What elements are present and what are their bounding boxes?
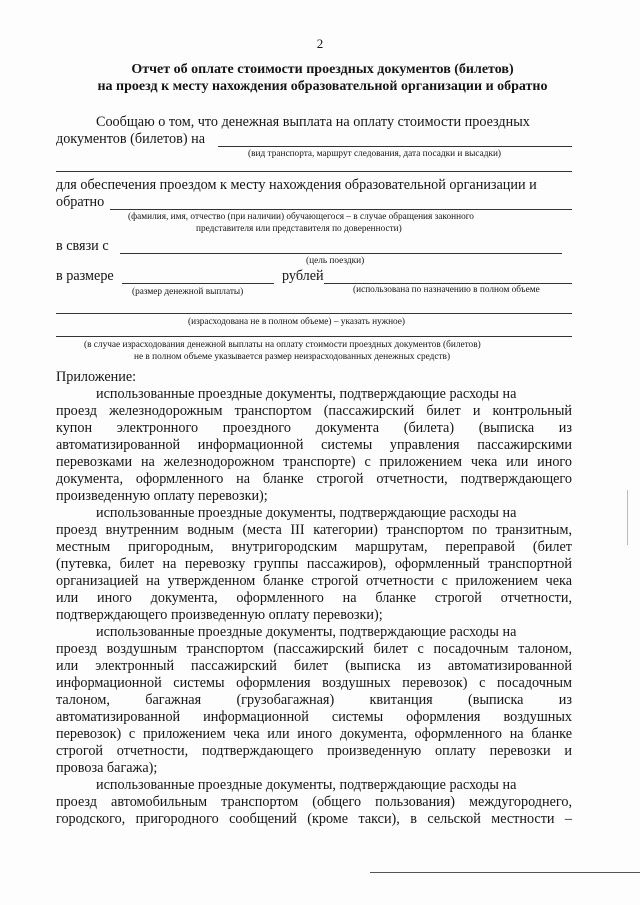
rubles-label: рублей [282,268,324,284]
caption-person-2: представителя или представителя по доверенности) [196,224,402,234]
attachment-p3-line: талоном, багажная (грузобагажная) квитанция (выписка из [56,692,572,708]
attachment-p2-line: или иного документа, оформленного на бланке строгой отчетности, [56,590,572,606]
page-number: 2 [316,36,324,51]
attachment-p3-line: использованные проездные документы, подтверждающие расходы на [96,624,517,640]
amount-field-line[interactable] [122,283,274,284]
person-field-line[interactable] [110,209,572,210]
caption-trip-goal: (цель поездки) [306,256,365,266]
attachment-p4-line: городского, пригородного сообщений (кроме такси), в сельской местности – [56,811,572,827]
transport-field-line[interactable] [218,146,572,147]
attachment-p3-line: информационной системы оформления воздушных перевозок) с посадочным [56,675,572,691]
scan-edge-mark [627,490,628,545]
purpose-line-2: обратно [56,194,105,210]
attachment-p1-line: произведенную оплату перевозки); [56,488,268,504]
caption-transport: (вид транспорта, маршрут следования, дата посадки и высадки) [248,149,502,159]
overspend-field-line[interactable] [56,336,572,337]
in-connection-label: в связи с [56,238,109,254]
attachment-p2-line: использованные проездные документы, подтверждающие расходы на [96,505,517,521]
page-bottom-rule [370,872,640,873]
attachment-p1-line: перевозками на железнодорожном транспорте) с приложением чека или иного [56,454,572,470]
attachment-p3-line: или электронный пассажирский билет (выписка из автоматизированной [56,658,572,674]
attachment-p2-line: проезд внутренним водным (места III категории) транспортом по транзитным, [56,522,572,538]
in-amount-label: в размере [56,268,114,284]
attachment-heading: Приложение: [56,369,137,385]
caption-person-1: (фамилия, имя, отчество (при наличии) обучающегося – в случае обращения законного [128,212,474,222]
attachment-p1-line: автоматизированной информационной системы управления пассажирскими [56,437,572,453]
attachment-p2-line: организацией на утвержденном бланке строгой отчетности с приложением чека [56,573,572,589]
attachment-p4-line: проезд автомобильным транспортом (общего пользования) междугороднего, [56,794,572,810]
caption-used-full: (использована по назначению в полном объеме [353,285,540,295]
document-title-line-2: на проезд к месту нахождения образовательной организации и обратно [97,79,548,94]
caption-amount: (размер денежной выплаты) [132,287,244,297]
caption-overspend-1: (в случае израсходования денежной выплаты на оплату стоимости проездных документов (билетов) [84,340,481,350]
trip-goal-field-line[interactable] [120,253,562,254]
attachment-p3-line: провоза багажа); [56,760,158,776]
caption-used-partial: (израсходована не в полном объеме) – указать нужное) [188,317,406,327]
attachment-p3-line: перевозок) с приложением чека или иного документа, оформленного на бланке [56,726,572,742]
attachment-p3-line: автоматизированной информационной системы оформления воздушных [56,709,572,725]
document-title-line-1: Отчет об оплате стоимости проездных документов (билетов) [131,62,514,77]
purpose-line-1: для обеспечения проездом к месту нахождения образовательной организации и [56,177,537,193]
attachment-p3-line: проезд воздушным транспортом (пассажирский билет с посадочным талоном, [56,641,572,657]
attachment-p4-line: использованные проездные документы, подтверждающие расходы на [96,777,517,793]
usage-field-line-2[interactable] [56,313,572,314]
attachment-p1-line: проезд железнодорожным транспортом (пассажирский билет и контрольный [56,403,572,419]
attachment-p3-line: строгой отчетности, подтверждающего произведенную оплату перевозки и [56,743,572,759]
attachment-p1-line: использованные проездные документы, подтверждающие расходы на [96,386,517,402]
attachment-p2-line: местным пригородным, внутригородским маршрутам, переправой (билет [56,539,572,555]
attachment-p2-line: (путевка, билет на перевозку группы пассажиров), оформленный транспортной [56,556,572,572]
intro-line-2: документов (билетов) на [56,131,206,147]
transport-field-line-2[interactable] [56,171,572,172]
caption-overspend-2: не в полном объеме указывается размер неизрасходованных денежных средств) [134,352,451,362]
attachment-p1-line: купон электронного проездного документа (билета) (выписка из [56,420,572,436]
attachment-p1-line: документа, оформленного на бланке строгой отчетности, подтверждающего [56,471,572,487]
intro-line-1: Сообщаю о том, что денежная выплата на оплату стоимости проездных [96,114,530,130]
attachment-p2-line: подтверждающего произведенную оплату перевозки); [56,607,383,623]
